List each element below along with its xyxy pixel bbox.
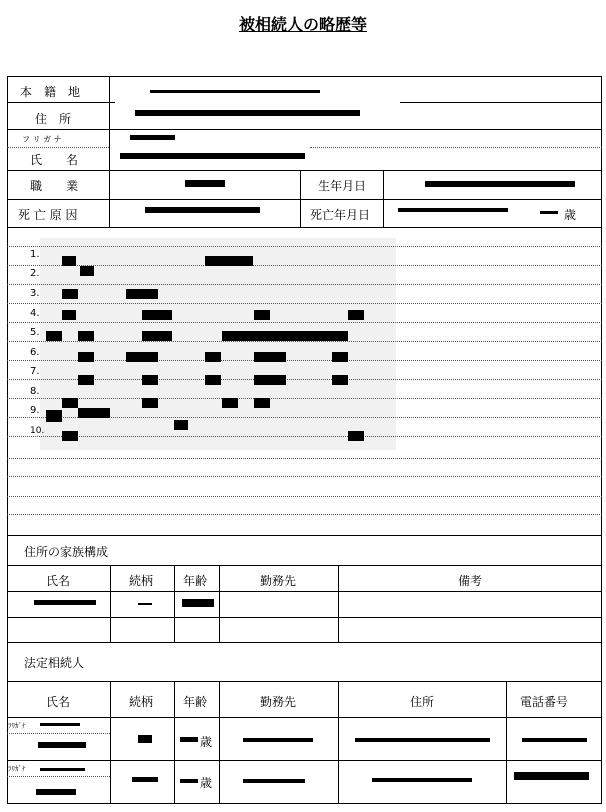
heirs-header-address: 住所 bbox=[410, 695, 435, 709]
history-number-6: 6. bbox=[30, 347, 40, 358]
heirs-section-label: 法定相続人 bbox=[24, 656, 85, 670]
history-number-4: 4. bbox=[30, 308, 40, 319]
redacted-furigana bbox=[130, 135, 175, 140]
redacted-history bbox=[78, 331, 94, 341]
redacted-history bbox=[222, 398, 238, 408]
redacted-heir-1-furigana bbox=[40, 723, 80, 726]
redacted-occupation bbox=[185, 180, 225, 187]
heirs-header-age: 年齢 bbox=[183, 695, 208, 709]
redacted-heir-2-age bbox=[180, 779, 198, 783]
redacted-honseki bbox=[150, 90, 320, 93]
redacted-heir-1-phone bbox=[522, 738, 587, 742]
redacted-family-relation bbox=[138, 603, 152, 605]
heirs-header-workplace: 勤務先 bbox=[260, 695, 297, 709]
redacted-heir-2-furigana bbox=[40, 768, 85, 771]
history-number-10: 10. bbox=[30, 426, 45, 436]
family-section-label: 住所の家族構成 bbox=[24, 545, 109, 559]
redacted-history bbox=[142, 310, 172, 320]
redacted-heir-1-age bbox=[180, 737, 198, 742]
redacted-history bbox=[62, 431, 78, 441]
redacted-history bbox=[46, 410, 62, 422]
document-title: 被相続人の略歴等 bbox=[238, 15, 367, 34]
heirs-header-name: 氏名 bbox=[46, 695, 71, 709]
redacted-heir-1-relation bbox=[138, 735, 152, 743]
family-header-relation: 続柄 bbox=[129, 574, 154, 588]
redacted-deathdate bbox=[398, 208, 508, 212]
heir-2-age-suffix: 歳 bbox=[200, 776, 213, 790]
heir-2-furigana-label: ﾌﾘｶﾞﾅ bbox=[8, 765, 26, 773]
family-header-age: 年齢 bbox=[183, 574, 208, 588]
redacted-family-name bbox=[34, 600, 96, 605]
redacted-history bbox=[126, 352, 158, 362]
redacted-history bbox=[348, 310, 364, 320]
history-number-7: 7. bbox=[30, 366, 40, 377]
age-suffix: 歳 bbox=[564, 208, 577, 222]
occupation-label: 職 業 bbox=[30, 179, 79, 193]
redacted-history bbox=[142, 398, 158, 408]
redacted-history bbox=[78, 375, 94, 385]
redacted-history bbox=[205, 375, 221, 385]
redacted-history bbox=[78, 408, 110, 418]
redacted-heir-1-name bbox=[38, 742, 86, 748]
redacted-cause bbox=[145, 207, 260, 213]
history-number-2: 2. bbox=[30, 268, 40, 279]
honseki-label: 本 籍 地 bbox=[20, 85, 81, 99]
heirs-header-phone: 電話番号 bbox=[520, 695, 569, 709]
redacted-history bbox=[46, 331, 62, 341]
redacted-history bbox=[332, 375, 348, 385]
redacted-history bbox=[286, 331, 348, 341]
redacted-history bbox=[205, 256, 253, 266]
redacted-heir-2-name bbox=[36, 789, 76, 795]
history-number-1: 1. bbox=[30, 249, 40, 260]
redacted-history bbox=[205, 352, 221, 362]
cause-of-death-label: 死 亡 原 因 bbox=[18, 208, 78, 222]
redacted-history bbox=[254, 398, 270, 408]
history-number-8: 8. bbox=[30, 386, 40, 397]
redacted-history bbox=[254, 310, 270, 320]
heirs-header-relation: 続柄 bbox=[129, 695, 154, 709]
redacted-history bbox=[78, 352, 94, 362]
redacted-history bbox=[142, 331, 172, 341]
address-label: 住 所 bbox=[35, 112, 72, 126]
redacted-history bbox=[80, 266, 94, 276]
family-header-notes: 備考 bbox=[458, 574, 483, 588]
redacted-heir-2-relation bbox=[132, 777, 158, 782]
redacted-heir-2-phone bbox=[514, 772, 589, 780]
family-header-workplace: 勤務先 bbox=[260, 574, 297, 588]
furigana-label: フ リ ガ ナ bbox=[22, 135, 62, 144]
redacted-history bbox=[62, 310, 76, 320]
history-number-5: 5. bbox=[30, 327, 40, 338]
redacted-history bbox=[254, 375, 286, 385]
redacted-history bbox=[62, 289, 78, 299]
redacted-age bbox=[540, 211, 558, 214]
redacted-heir-1-address bbox=[355, 738, 490, 742]
heir-1-furigana-label: ﾌﾘｶﾞﾅ bbox=[8, 722, 26, 730]
redacted-history bbox=[62, 398, 78, 408]
redacted-address bbox=[135, 110, 360, 116]
deathdate-label: 死亡年月日 bbox=[310, 208, 371, 222]
redacted-heir-2-address bbox=[372, 778, 472, 782]
redacted-heir-1-workplace bbox=[243, 738, 313, 742]
redacted-history bbox=[126, 289, 158, 299]
heir-1-age-suffix: 歳 bbox=[200, 735, 213, 749]
redacted-history bbox=[174, 420, 188, 430]
redacted-history bbox=[332, 352, 348, 362]
redacted-history bbox=[254, 352, 286, 362]
redacted-name bbox=[120, 153, 305, 159]
redacted-family-age bbox=[182, 599, 214, 607]
redacted-history bbox=[222, 331, 286, 341]
family-header-name: 氏名 bbox=[46, 574, 71, 588]
redacted-history bbox=[142, 375, 158, 385]
redacted-heir-2-workplace bbox=[243, 779, 305, 783]
redacted-history bbox=[348, 431, 364, 441]
history-number-3: 3. bbox=[30, 288, 40, 299]
history-number-9: 9. bbox=[30, 405, 40, 416]
redacted-birthdate bbox=[425, 181, 575, 187]
redacted-history bbox=[62, 256, 76, 266]
birthdate-label: 生年月日 bbox=[318, 179, 367, 193]
name-label: 氏 名 bbox=[30, 153, 79, 167]
